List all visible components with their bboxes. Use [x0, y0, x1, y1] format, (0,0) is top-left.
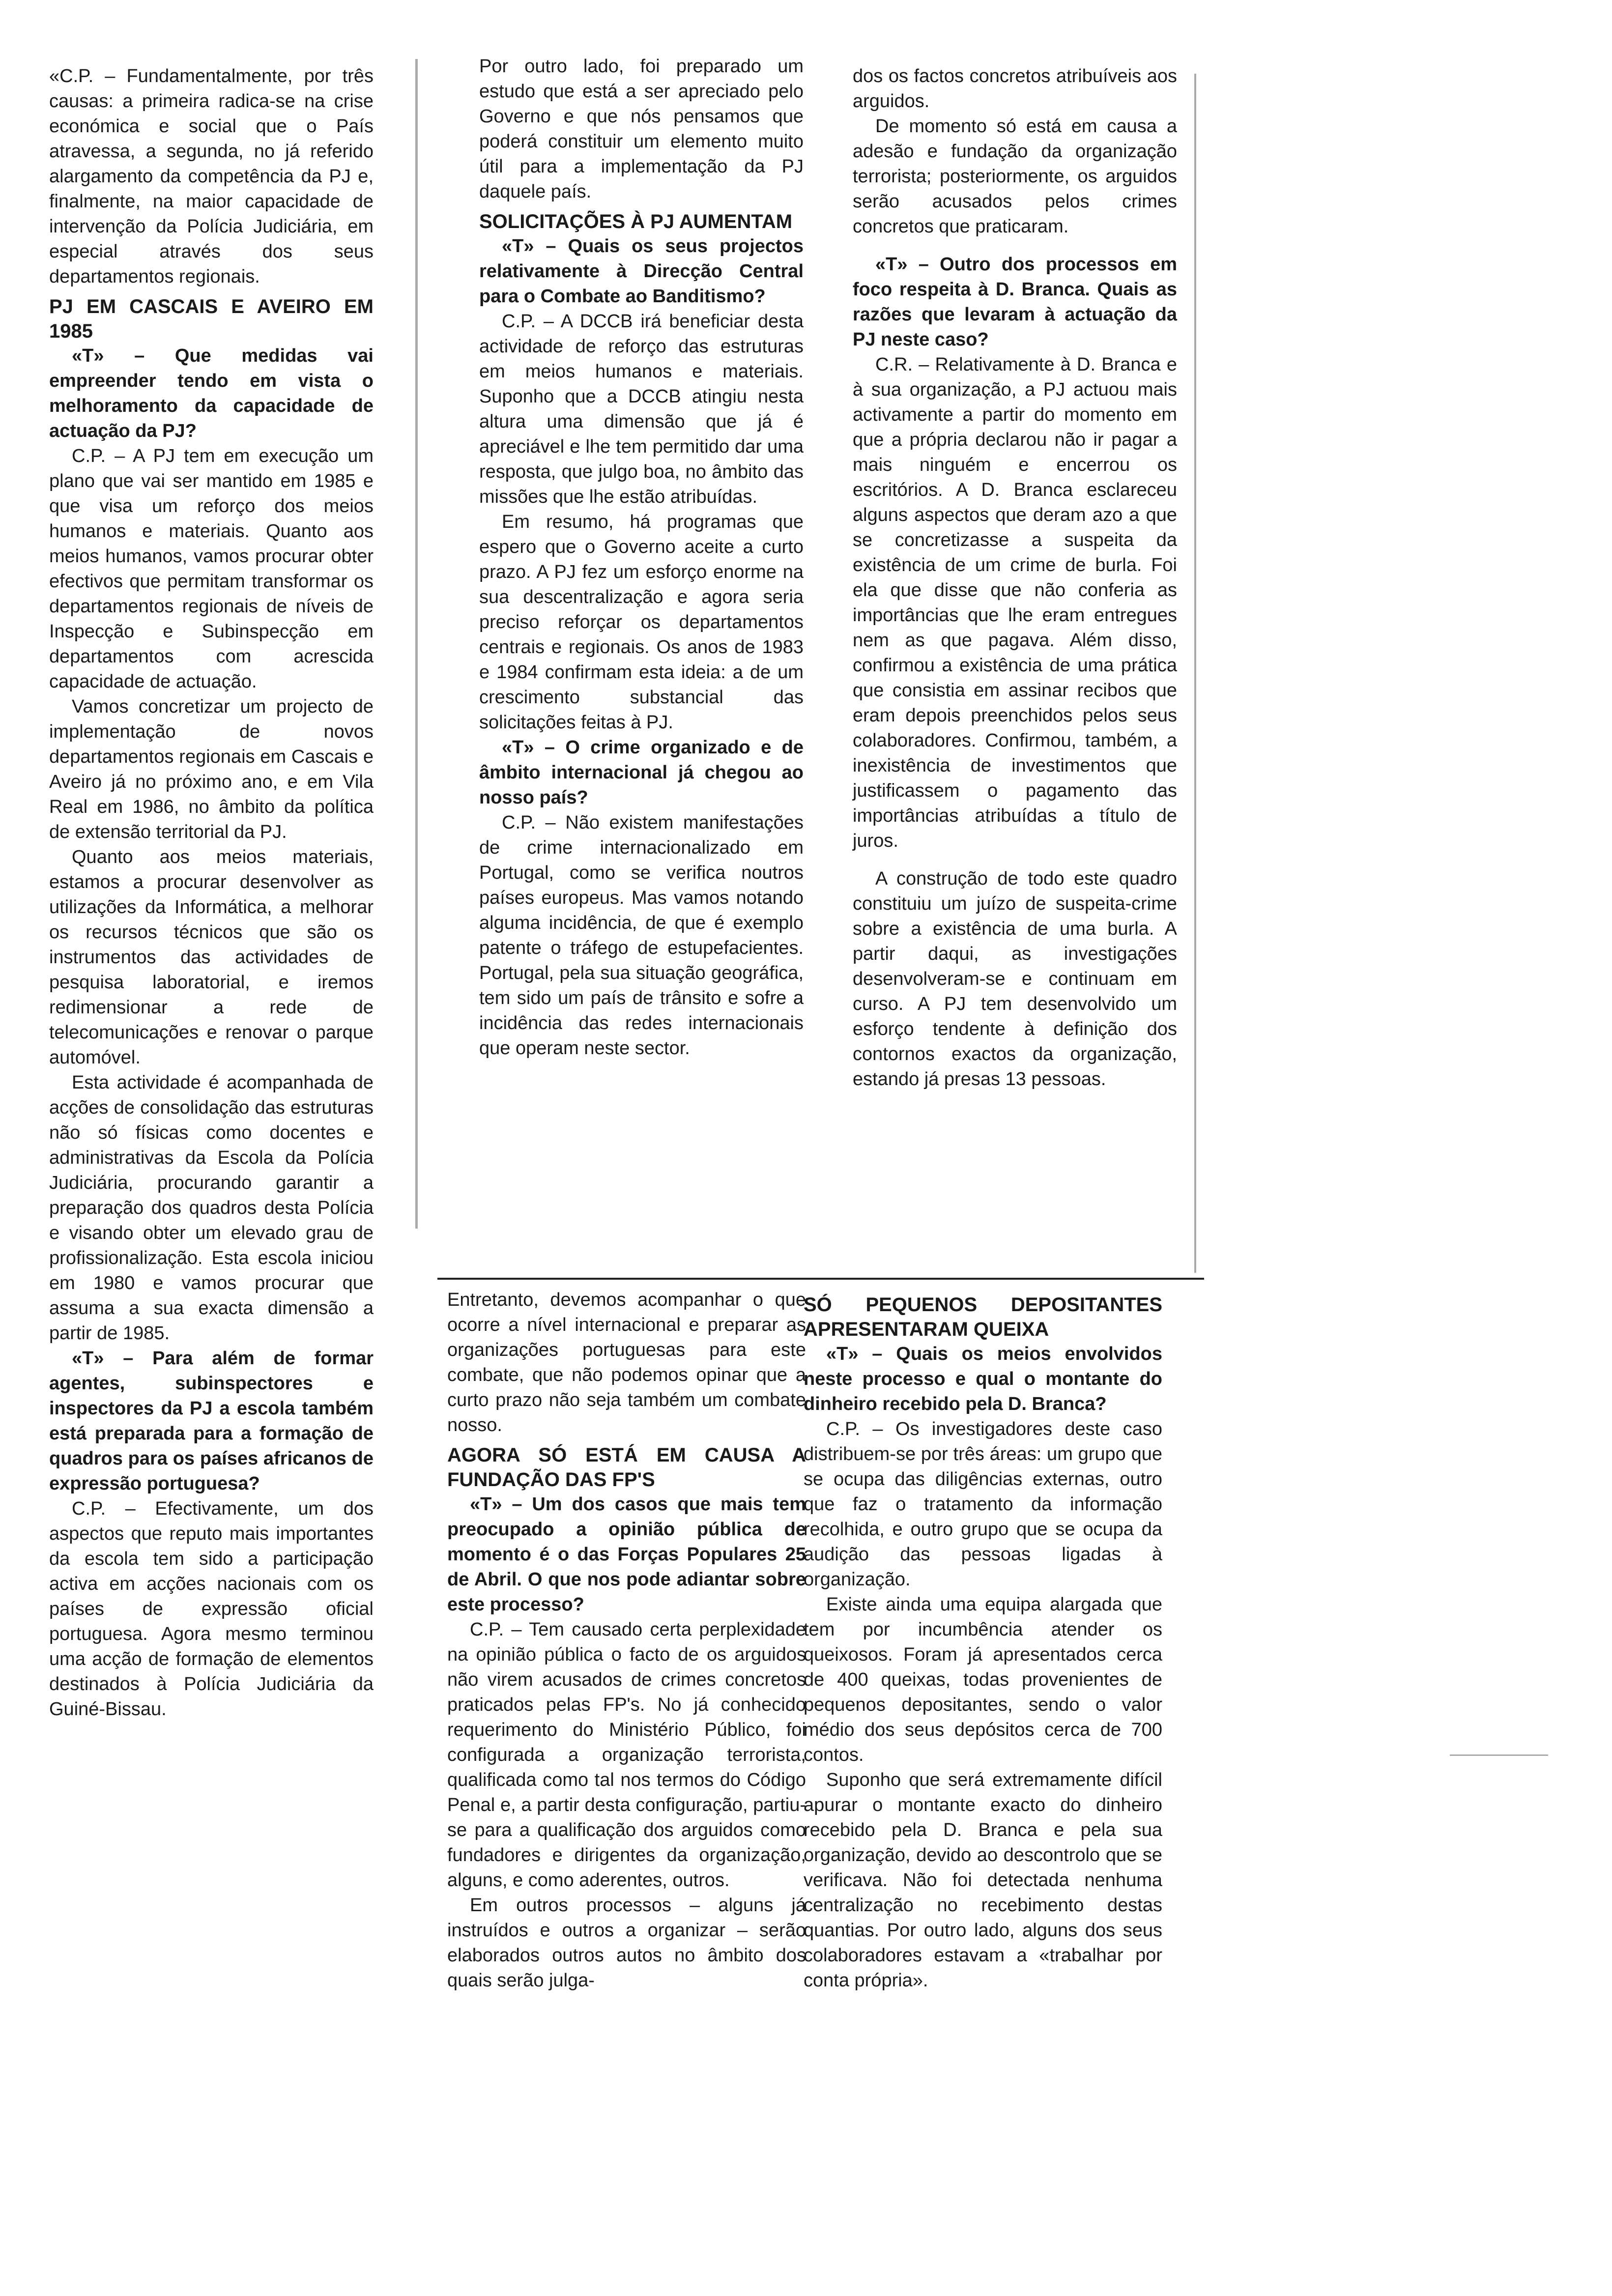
article-column-1	[49, 64, 374, 1722]
paragraph: C.P. – Os investigadores deste caso distribuem-se por três áreas: um grupo que se ocupa das diligências externas, outro que faz o tratamento da informação recolhida, e outro grupo que se ocupa da audição das pessoas ligadas à organização.	[804, 1419, 1162, 1590]
article-column-5	[804, 1288, 1162, 1993]
paragraph: A construção de todo este quadro constituiu um juízo de suspeita-crime sobre a existência de uma burla. A partir daqui, as investigações desenvolveram-se e continuam em curso. A PJ tem desenvolvido um esforço tendente à definição dos contornos exactos da organização, estando já presas 13 pessoas.	[853, 868, 1177, 1090]
interview-question: «T» – O crime organizado e de âmbito internacional já chegou ao nosso país?	[479, 737, 804, 808]
paragraph: Vamos concretizar um projecto de implementação de novos departamentos regionais em Cascais e Aveiro já no próximo ano, e em Vila Real em 1986, no âmbito da política de extensão territorial da PJ.	[49, 696, 374, 842]
clipping-border-rule	[437, 1278, 1204, 1280]
paragraph: C.P. – Tem causado certa perplexidade na opinião pública o facto de os arguidos não virem acusados de crimes concretos praticados pelas FP's. No já conhecido requerimento do Ministério Público, foi configurada a organização terrorista, qualificada como tal nos termos do Código Penal e, a partir desta configuração, partiu-se para a qualificação dos arguidos como fundadores e dirigentes da organização, alguns, e como aderentes, outros.	[447, 1619, 806, 1891]
paragraph: C.P. – Efectivamente, um dos aspectos que reputo mais importantes da escola tem sido a participação activa em acções nacionais com os países de expressão oficial portuguesa. Agora mesmo terminou uma acção de formação de elementos destinados à Polícia Judiciária da Guiné-Bissau.	[49, 1498, 374, 1720]
article-column-4	[447, 1288, 806, 1993]
paragraph: Quanto aos meios materiais, estamos a procurar desenvolver as utilizações da Informática, a melhorar os recursos técnicos que são os instrumentos das actividades de pesquisa laboratorial, e iremos redimensionar a rede de telecomunicações e renovar o parque automóvel.	[49, 847, 374, 1068]
paragraph: «C.P. – Fundamentalmente, por três causas: a primeira radica-se na crise económica e social que o País atravessa, a segunda, no já referido alargamento da competência da PJ e, finalmente, na maior capacidade de intervenção da Polícia Judiciária, em especial através dos seus departamentos regionais.	[49, 66, 374, 287]
paragraph: Em outros processos – alguns já instruídos e outros a organizar – serão elaborados outros autos no âmbito dos quais serão julga-	[447, 1895, 806, 1991]
section-heading: SÓ PEQUENOS DEPOSITANTES APRESENTARAM QUEIXA	[804, 1294, 1162, 1340]
article-column-2	[479, 54, 804, 1061]
paragraph: Suponho que será extremamente difícil apurar o montante exacto do dinheiro recebido pela D. Branca e pela sua organização, devido ao descontrolo que se verificava. Não foi detectada nenhuma centralização no recebimento destas quantias. Por outro lado, alguns dos seus colaboradores estavam a «trabalhar por conta própria».	[804, 1770, 1162, 1991]
interview-question: «T» – Quais os meios envolvidos neste processo e qual o montante do dinheiro recebido pela D. Branca?	[804, 1344, 1162, 1414]
section-heading: AGORA SÓ ESTÁ EM CAUSA A FUNDAÇÃO DAS FP'S	[447, 1444, 806, 1491]
paragraph: De momento só está em causa a adesão e fundação da organização terrorista; posteriormente, os arguidos serão acusados pelos crimes concretos que praticaram.	[853, 116, 1177, 237]
interview-question: «T» – Quais os seus projectos relativamente à Direcção Central para o Combate ao Banditismo?	[479, 236, 804, 307]
section-heading: PJ EM CASCAIS E AVEIRO EM 1985	[49, 296, 374, 342]
section-heading: SOLICITAÇÕES À PJ AUMENTAM	[479, 211, 793, 232]
interview-question: «T» – Que medidas vai empreender tendo em vista o melhoramento da capacidade de actuação da PJ?	[49, 345, 374, 441]
interview-question: «T» – Outro dos processos em foco respeita à D. Branca. Quais as razões que levaram à actuação da PJ neste caso?	[853, 254, 1177, 350]
paragraph: Entretanto, devemos acompanhar o que ocorre a nível internacional e preparar as organizações portuguesas para este combate, que não podemos opinar que a curto prazo não seja também um combate nosso.	[447, 1290, 806, 1435]
article-column-3	[853, 64, 1177, 1092]
paragraph: Em resumo, há programas que espero que o Governo aceite a curto prazo. A PJ fez um esforço enorme na sua descentralização e agora seria preciso reforçar os departamentos centrais e regionais. Os anos de 1983 e 1984 confirmam esta ideia: a de um crescimento substancial das solicitações feitas à PJ.	[479, 512, 804, 733]
paragraph: dos os factos concretos atribuíveis aos arguidos.	[853, 66, 1177, 112]
interview-question: «T» – Para além de formar agentes, subinspectores e inspectores da PJ a escola também está preparada para a formação de quadros para os países africanos de expressão portuguesa?	[49, 1348, 374, 1494]
interview-question: «T» – Um dos casos que mais tem preocupado a opinião pública de momento é o das Forças Populares 25 de Abril. O que nos pode adiantar sobre este processo?	[447, 1494, 806, 1615]
paragraph: C.P. – A PJ tem em execução um plano que vai ser mantido em 1985 e que visa um reforço dos meios humanos e materiais. Quanto aos meios humanos, vamos procurar obter efectivos que permitam transformar os departamentos regionais de níveis de Inspecção e Subinspecção em departamentos com acrescida capacidade de actuação.	[49, 446, 374, 692]
paragraph: C.P. – Não existem manifestações de crime internacionalizado em Portugal, como se verifica noutros países europeus. Mas vamos notando alguma incidência, de que é exemplo patente o tráfego de estupefacientes. Portugal, pela sua situação geográfica, tem sido um país de trânsito e sofre a incidência das redes internacionais que operam neste sector.	[479, 812, 804, 1059]
paragraph: C.P. – A DCCB irá beneficiar desta actividade de reforço das estruturas em meios humanos e materiais. Suponho que a DCCB atingiu nesta altura uma dimensão que já é apreciável e lhe tem permitido dar uma resposta, que julgo boa, no âmbito das missões que lhe estão atribuídas.	[479, 311, 804, 507]
paragraph: C.R. – Relativamente à D. Branca e à sua organização, a PJ actuou mais activamente a partir do momento em que a própria declarou não ir pagar a mais ninguém e encerrou os escritórios. A D. Branca esclareceu alguns aspectos que deram azo a que se concretizasse a suspeita da existência de um crime de burla. Foi ela que disse que não conferia as importâncias que lhe eram entregues nem as que pagava. Além disso, confirmou a existência de uma prática que consistia em assinar recibos que eram depois preenchidos pelos seus colaboradores. Confirmou, também, a inexistência de investimentos que justificassem o pagamento das importâncias atribuídas a título de juros.	[853, 354, 1177, 851]
paragraph: Por outro lado, foi preparado um estudo que está a ser apreciado pelo Governo e que nós pensamos que poderá constituir um elemento muito útil para a implementação da PJ daquele país.	[479, 56, 804, 202]
paragraph: Esta actividade é acompanhada de acções de consolidação das estruturas não só físicas como docentes e administrativas da Escola da Polícia Judiciária, procurando garantir a preparação dos quadros desta Polícia e visando obter um elevado grau de profissionalização. Esta escola iniciou em 1980 e vamos procurar que assuma a sua exacta dimensão a partir de 1985.	[49, 1072, 374, 1344]
scan-artifact-line	[415, 59, 418, 1229]
paragraph: Existe ainda uma equipa alargada que tem por incumbência atender os queixosos. Foram já apresentados cerca de 400 queixas, todas provenientes de pequenos depositantes, sendo o valor médio dos seus depósitos cerca de 700 contos.	[804, 1594, 1162, 1765]
scan-artifact-dash	[1450, 1754, 1548, 1756]
scan-artifact-line	[1194, 74, 1196, 1273]
